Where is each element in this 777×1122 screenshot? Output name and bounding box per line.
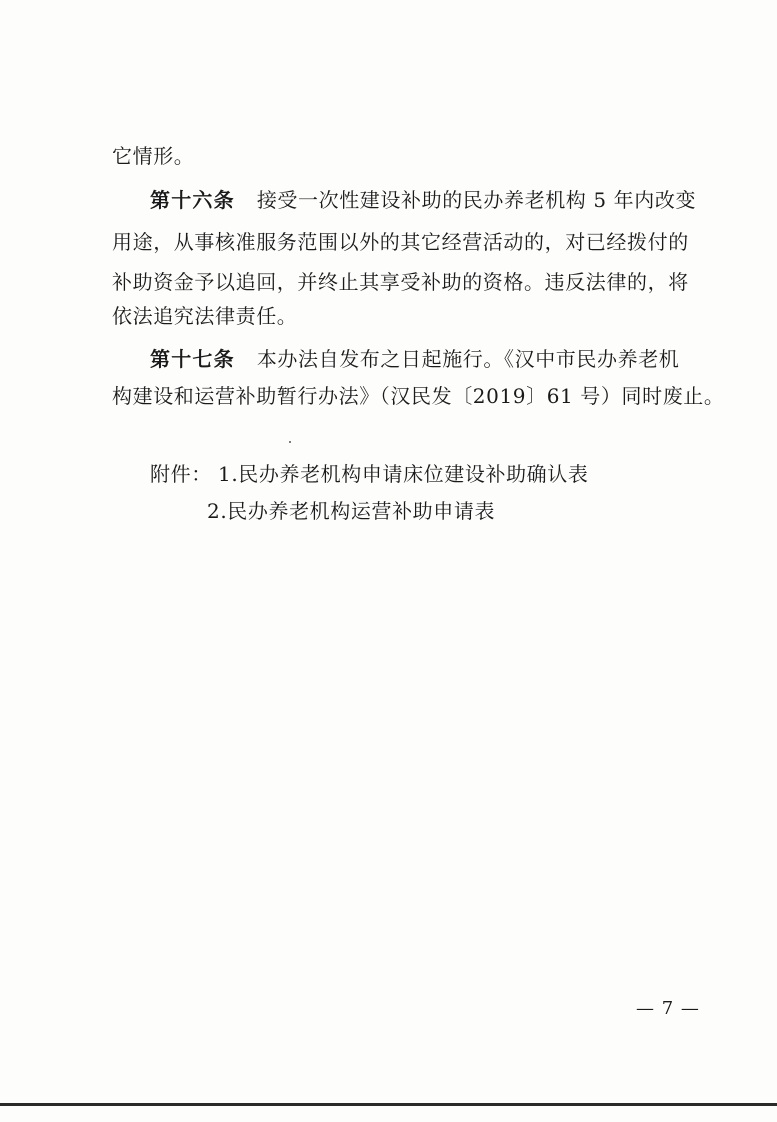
attachments-label: 附件： [150, 462, 212, 486]
text-line-1: 它情形。 [112, 144, 195, 168]
article-17-paragraph [150, 345, 679, 373]
article-17-text: 本办法自发布之日起施行。《汉中市民办养老机 [256, 347, 680, 371]
text-line-4: 补助资金予以追回，并终止其享受补助的资格。违反法律的，将 [112, 270, 689, 294]
article-16-text: 接受一次性建设补助的民办养老机构 5 年内改变 [256, 188, 697, 212]
article-16-title: 第十六条 [150, 188, 235, 212]
text-line-7: 构建设和运营补助暂行办法》（汉民发〔2019〕61 号）同时废止。 [112, 384, 725, 408]
bottom-border-line [0, 1103, 777, 1106]
attachment-item-1: 1.民办养老机构申请床位建设补助确认表 [218, 462, 589, 486]
article-16-paragraph [150, 186, 696, 214]
text-line-3: 用途，从事核准服务范围以外的其它经营活动的，对已经拨付的 [112, 230, 689, 254]
attachment-item-2: 2.民办养老机构运营补助申请表 [207, 499, 496, 523]
text-line-5: 依法追究法律责任。 [112, 304, 298, 328]
article-17-title: 第十七条 [150, 347, 235, 371]
page-number: — 7 — [636, 998, 700, 1019]
scan-speck [289, 441, 291, 443]
